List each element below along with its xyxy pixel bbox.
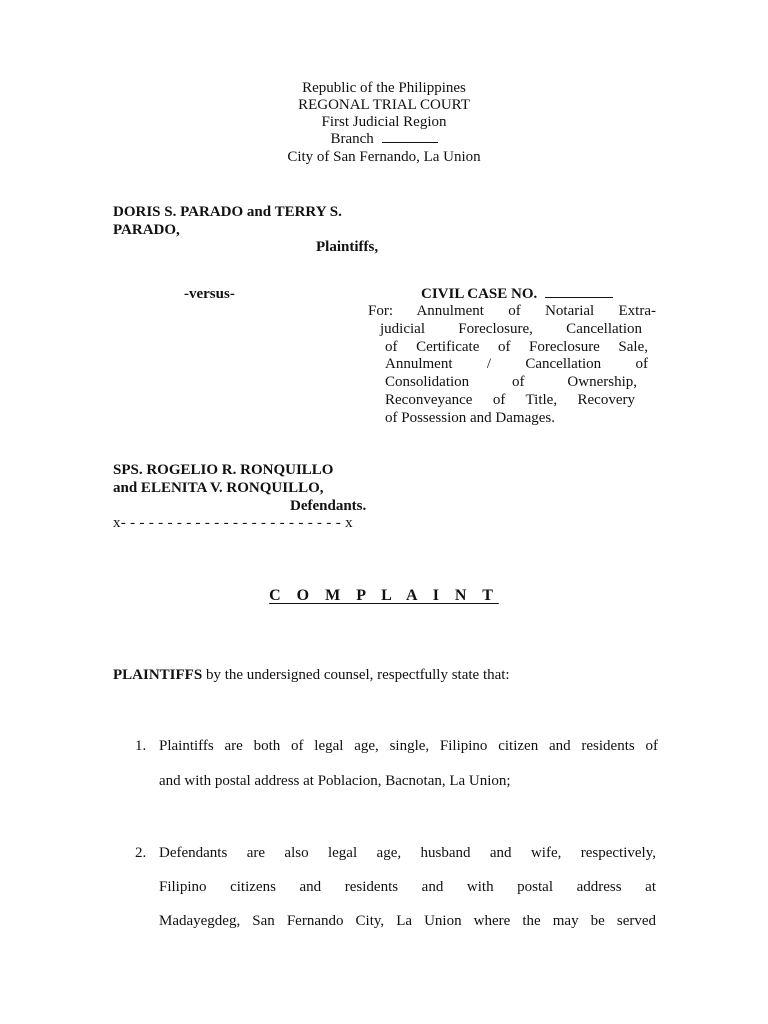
paragraph-line: and with postal address at Poblacion, Bacnotan, La Union; [159,773,511,789]
intro-lead: PLAINTIFFS [113,667,203,683]
header-line-court: REGONAL TRIAL COURT [298,97,470,113]
case-for-line: Annulment / Cancellation of [385,356,648,372]
defendants-names-line1: SPS. ROGELIO R. RONQUILLO [113,462,334,478]
paragraph-line: Filipino citizens and residents and with postal address at [159,879,656,895]
paragraph-line: Madayegdeg, San Fernando City, La Union where the may be served [159,913,656,929]
header-line-city: City of San Fernando, La Union [287,149,481,165]
branch-label: Branch [330,131,374,147]
civil-case-number [421,286,613,304]
civil-case-blank [545,297,613,298]
case-for-line: For: Annulment of Notarial Extra- [368,303,656,319]
plaintiffs-role: Plaintiffs, [316,239,379,255]
case-for-line: judicial Foreclosure, Cancellation [380,321,642,337]
defendants-names-line2: and ELENITA V. RONQUILLO, [113,480,324,496]
caption-separator: x- - - - - - - - - - - - - - - - - - - - - - - - x [113,515,353,531]
case-for-line: of Possession and Damages. [385,410,555,426]
case-for-line: Consolidation of Ownership, [385,374,637,390]
case-for-line: of Certificate of Foreclosure Sale, [385,339,648,355]
header-line-republic: Republic of the Philippines [302,80,466,96]
paragraph-line: Defendants are also legal age, husband and wife, respectively, [159,845,656,861]
branch-blank [382,142,438,143]
header-line-region: First Judicial Region [321,114,447,130]
intro-paragraph [113,667,510,685]
document-title: C O M P L A I N T [269,587,499,604]
plaintiffs-names-line1: DORIS S. PARADO and TERRY S. [113,204,342,220]
paragraph-number: 1. [135,738,147,754]
versus-label: -versus- [184,286,235,302]
intro-text: by the undersigned counsel, respectfully state that: [202,667,510,683]
header-line-branch [0,131,768,149]
case-for-line: Reconveyance of Title, Recovery [385,392,635,408]
paragraph-number: 2. [135,845,147,861]
defendants-role: Defendants. [290,498,367,514]
civil-case-label: CIVIL CASE NO. [421,286,538,302]
paragraph-line: Plaintiffs are both of legal age, single, Filipino citizen and residents of [159,738,658,754]
plaintiffs-names-line2: PARADO, [113,222,180,238]
